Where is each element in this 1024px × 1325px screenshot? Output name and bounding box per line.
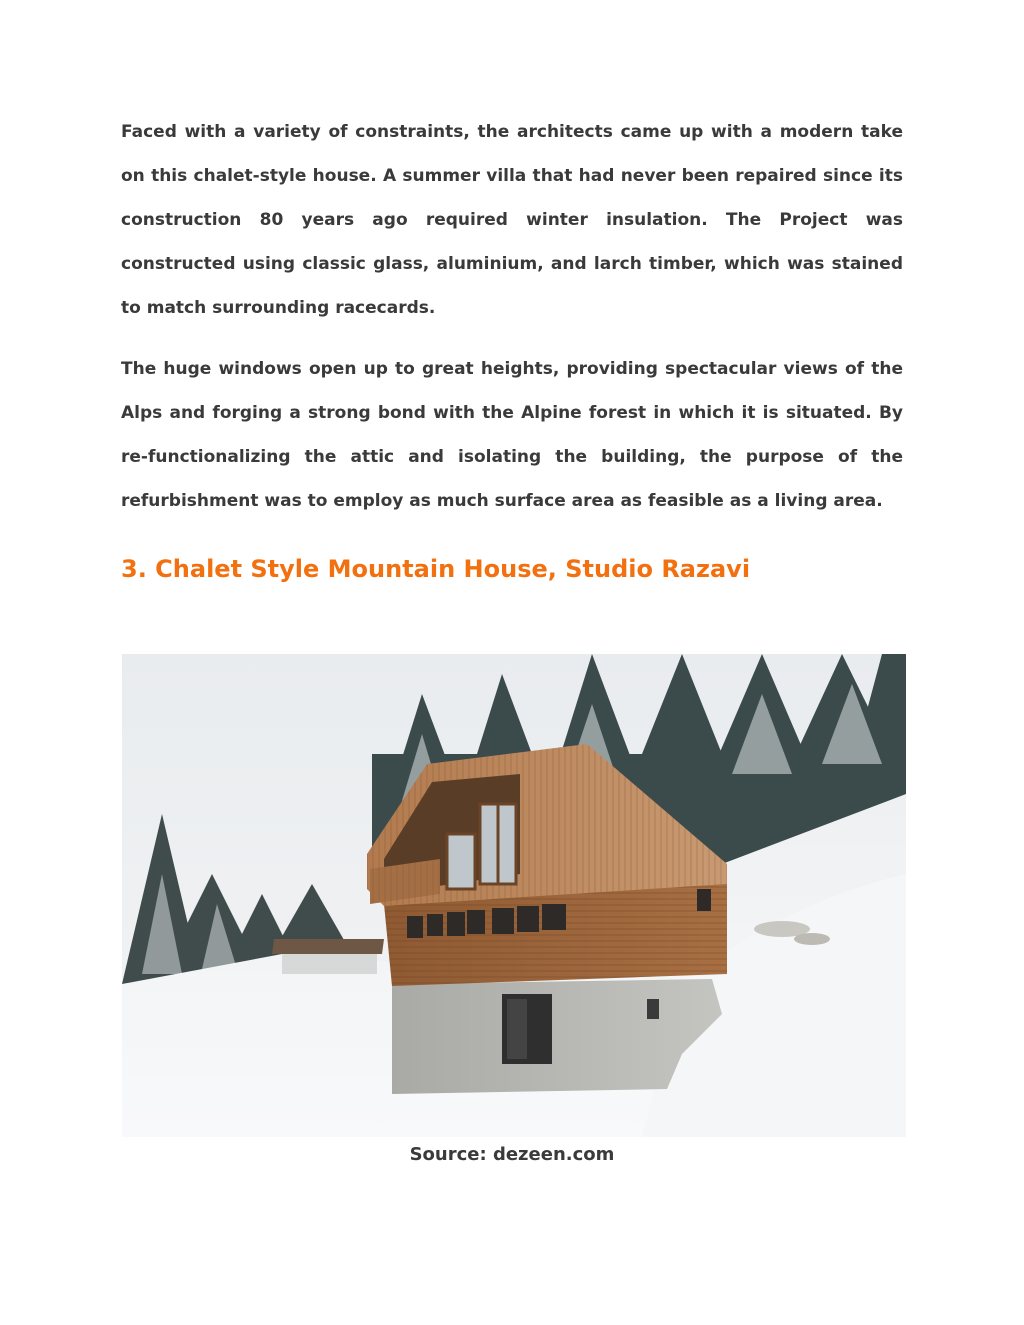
section-heading: 3. Chalet Style Mountain House, Studio Razavi xyxy=(121,555,751,583)
paragraph-constraints: Faced with a variety of constraints, the architects came up with a modern take on this chalet-style house. A summer villa that had never been repaired since its construction 80 years ago required winter insulation. The Project was constructed using classic glass, aluminium, and larch timber, which was stained to match surrounding racecards. xyxy=(121,122,903,318)
article-body xyxy=(121,110,903,589)
paragraph-windows: The huge windows open up to great heights, providing spectacular views of the Alps and forging a strong bond with the Alpine forest in which it is situated. By re-functionalizing the attic and isolating the building, the purpose of the refurbishment was to employ as much surface area as feasible as a living area. xyxy=(121,359,903,511)
image-caption: Source: dezeen.com xyxy=(409,1144,615,1165)
chalet-photo xyxy=(122,654,906,1137)
